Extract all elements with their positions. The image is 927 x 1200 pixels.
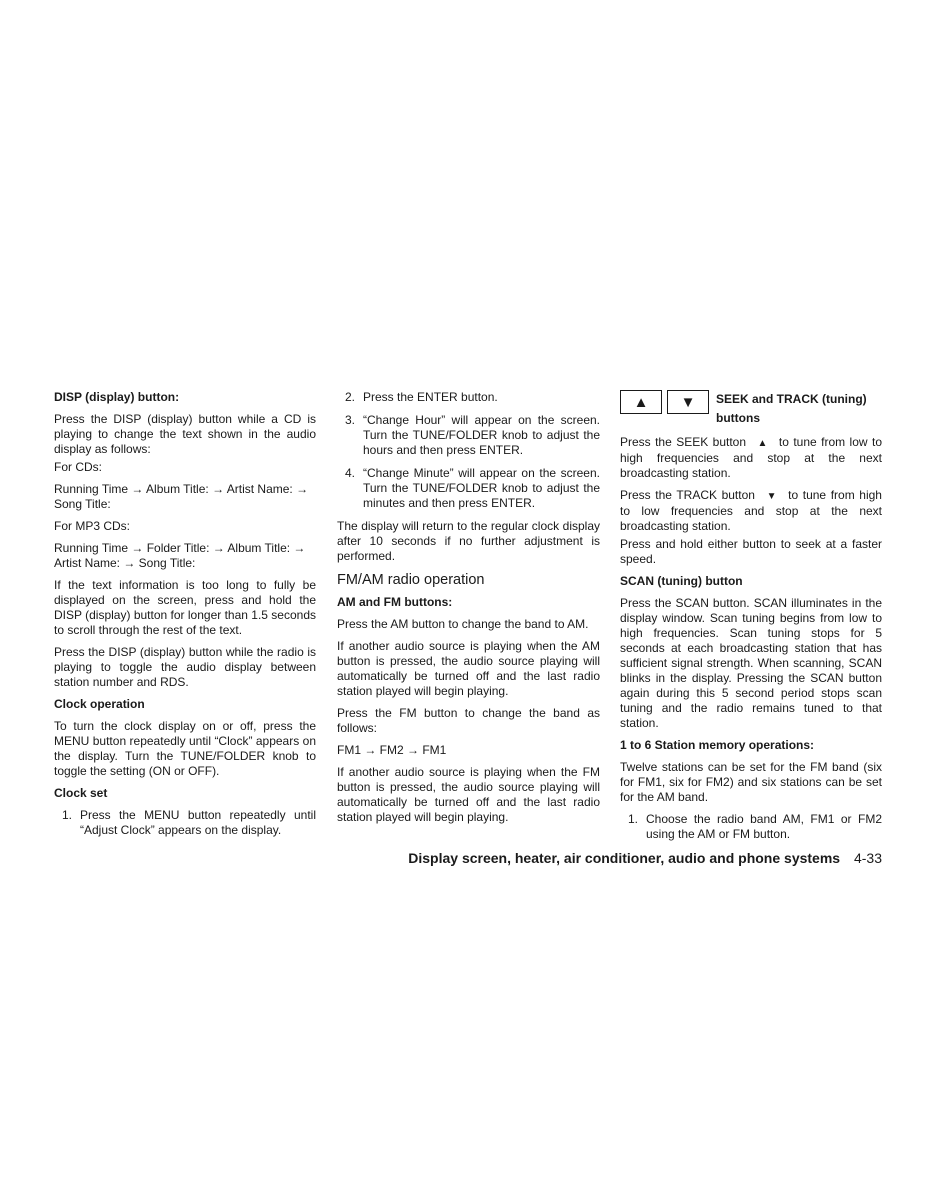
seek-track-heading	[714, 390, 867, 428]
page-number: 4-33	[853, 850, 882, 866]
clock-operation-paragraph: To turn the clock display on or off, press the MENU button repeatedly until “Clock” appears on the display. Turn the TUNE/FOLDER knob to toggle the setting (ON or OFF).	[54, 719, 316, 778]
step-number: 3.	[345, 413, 356, 427]
triangle-down-icon: ▼	[766, 491, 777, 502]
station-memory-heading: 1 to 6 Station memory operations:	[620, 738, 815, 752]
track-text-end: to tune from high to low frequencies and stop at the next broadcasting station.	[620, 488, 882, 533]
fm-source-paragraph: If another audio source is playing when the FM button is pressed, the audio source playing will automatically be turned off and the last radio station played will begin playing.	[337, 765, 600, 824]
seek-text-end: to tune from low to high frequencies and stop at the next broadcasting station.	[620, 435, 882, 480]
track-paragraph	[620, 488, 882, 534]
clock-set-steps-continued	[337, 390, 600, 511]
page-footer	[400, 849, 882, 867]
for-mp3-label: For MP3 CDs:	[54, 519, 131, 533]
am-source-paragraph: If another audio source is playing when the AM button is pressed, the audio source playing will automatically be turned off and the last radio station played will begin playing.	[337, 639, 600, 698]
disp-radio-paragraph: Press the DISP (display) button while the radio is playing to toggle the audio display between station number and RDS.	[54, 645, 316, 689]
step-text: “Change Minute” will appear on the screen. Turn the TUNE/FOLDER knob to adjust the minutes and then press ENTER.	[363, 466, 600, 510]
track-text-start: Press the TRACK button	[620, 488, 755, 502]
track-down-button-icon	[667, 390, 709, 414]
list-item	[620, 812, 882, 842]
seek-paragraph	[620, 435, 882, 481]
list-item	[54, 808, 316, 838]
fmam-section-heading: FM/AM radio operation	[337, 572, 485, 588]
list-item	[337, 390, 600, 405]
step-number: 4.	[345, 466, 356, 480]
step-number: 1.	[62, 808, 73, 822]
column-right	[620, 390, 882, 850]
step-text: “Change Hour” will appear on the screen. Turn the TUNE/FOLDER knob to adjust the hours and then press ENTER.	[363, 413, 600, 457]
step-text: Press the ENTER button.	[363, 390, 498, 404]
fm-sequence: FM1 → FM2 → FM1	[337, 743, 447, 757]
disp-scroll-paragraph: If the text information is too long to fully be displayed on the screen, press and hold the DISP (display) button for longer than 1.5 seconds to scroll through the rest of the text.	[54, 578, 316, 637]
seek-track-heading-line2: buttons	[716, 411, 760, 425]
seek-up-button-icon	[620, 390, 662, 414]
station-memory-steps	[620, 812, 882, 842]
hold-paragraph: Press and hold either button to seek at a faster speed.	[620, 537, 882, 566]
station-memory-paragraph: Twelve stations can be set for the FM band (six for FM1, six for FM2) and six stations can be set for the AM band.	[620, 760, 882, 804]
fm-paragraph: Press the FM button to change the band as follows:	[337, 706, 600, 735]
am-paragraph: Press the AM button to change the band to AM.	[337, 617, 589, 631]
triangle-up-icon: ▲	[633, 393, 649, 411]
disp-heading: DISP (display) button:	[54, 390, 180, 404]
chapter-title: Display screen, heater, air conditioner, audio and phone systems	[408, 850, 841, 866]
clock-operation-heading: Clock operation	[54, 697, 145, 711]
scan-paragraph: Press the SCAN button. SCAN illuminates in the display window. Scan tuning begins from low to high frequencies. Scan tuning stops for 5 seconds at each broadcasting station that has sufficient signal strength. When scanning, SCAN blinks in the display. Pressing the SCAN button again during this 5 second period stops scan tuning and the radio remains tuned to that station.	[620, 596, 882, 730]
step-number: 2.	[345, 390, 356, 404]
triangle-up-icon: ▲	[757, 438, 768, 449]
step-text: Choose the radio band AM, FM1 or FM2 using the AM or FM button.	[646, 812, 882, 841]
column-left	[54, 390, 316, 846]
cd-sequence: Running Time → Album Title: → Artist Name: → Song Title:	[54, 482, 309, 511]
am-fm-buttons-heading: AM and FM buttons:	[337, 595, 453, 609]
mp3-sequence: Running Time → Folder Title: → Album Title: → Artist Name: → Song Title:	[54, 541, 306, 570]
triangle-down-icon: ▼	[680, 393, 696, 411]
seek-track-heading-block	[620, 390, 882, 428]
list-item	[337, 413, 600, 458]
clock-set-heading: Clock set	[54, 786, 108, 800]
seek-track-heading-line1: SEEK and TRACK (tuning)	[716, 392, 867, 406]
step-number: 1.	[628, 812, 639, 826]
clock-return-paragraph: The display will return to the regular clock display after 10 seconds if no further adjustment is performed.	[337, 519, 600, 563]
list-item	[337, 466, 600, 511]
for-cds-label: For CDs:	[54, 460, 102, 474]
clock-set-steps	[54, 808, 316, 838]
column-middle	[337, 390, 600, 832]
scan-heading: SCAN (tuning) button	[620, 574, 743, 588]
disp-paragraph: Press the DISP (display) button while a CD is playing to change the text shown in the audio display as follows:	[54, 412, 316, 456]
seek-text-start: Press the SEEK button	[620, 435, 747, 449]
step-text: Press the MENU button repeatedly until “Adjust Clock” appears on the display.	[80, 808, 316, 837]
